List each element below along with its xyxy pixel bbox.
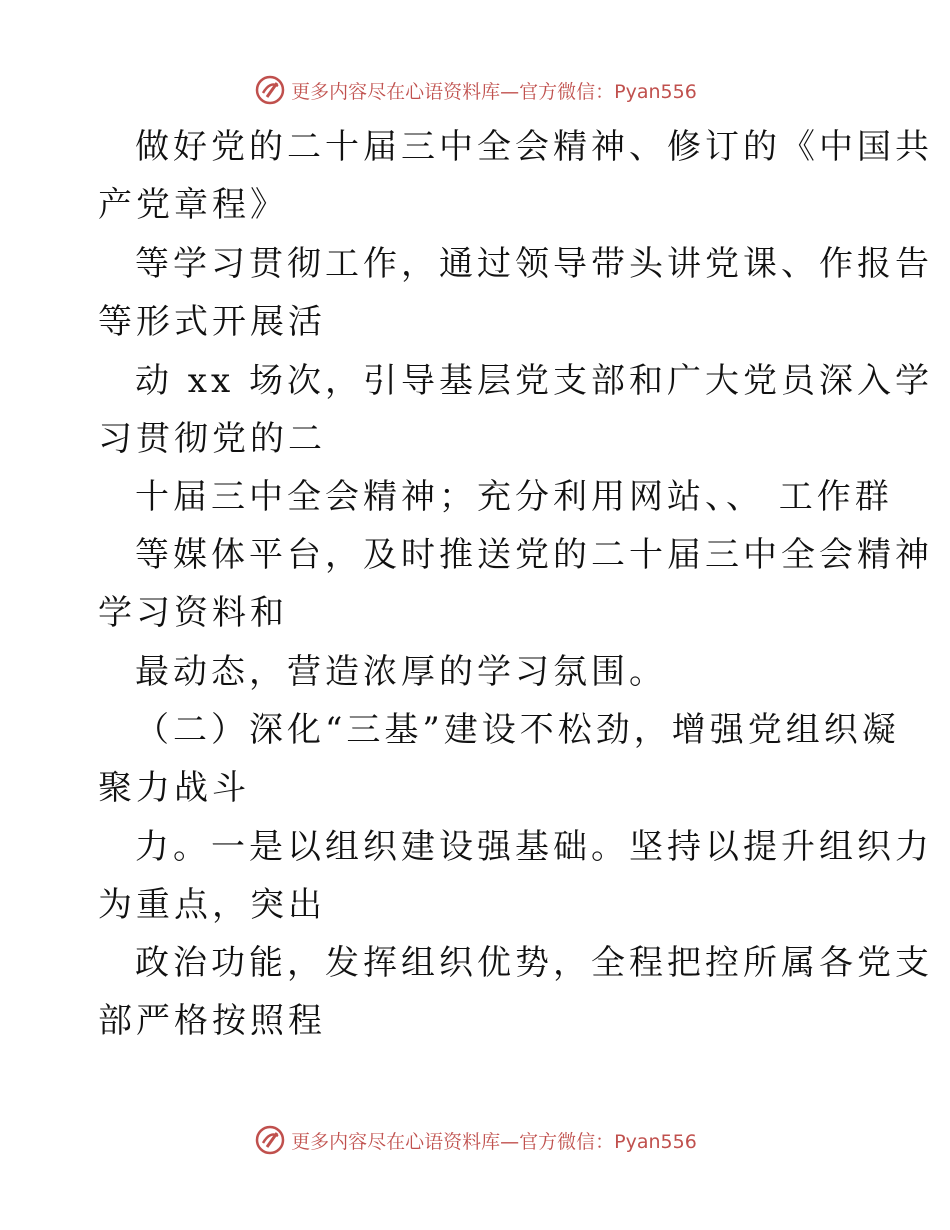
watermark-text: 更多内容尽在心语资料库—官方微信：Pyan556 xyxy=(291,80,697,103)
text-line: 习贯彻党的二 xyxy=(98,419,326,459)
text-line: 部严格按照程 xyxy=(98,1001,326,1041)
footer-watermark xyxy=(0,1120,950,1160)
text-line: 最动态，营造浓厚的学习氛围。 xyxy=(135,652,667,692)
text-line: 力。一是以组织建设强基础。坚持以提升组织力 xyxy=(135,827,933,867)
text-line: 等媒体平台，及时推送党的二十届三中全会精神 xyxy=(135,535,933,575)
text-line: 做好党的二十届三中全会精神、修订的《中国共 xyxy=(135,127,933,167)
watermark-text: 更多内容尽在心语资料库—官方微信：Pyan556 xyxy=(291,1130,697,1153)
text-line: 动 xx 场次，引导基层党支部和广大党员深入学 xyxy=(135,361,933,401)
header-watermark xyxy=(0,70,950,110)
logo-icon xyxy=(253,1123,287,1157)
text-line: 等学习贯彻工作，通过领导带头讲党课、作报告 xyxy=(135,244,933,284)
text-line: 聚力战斗 xyxy=(98,768,250,808)
text-line: 为重点，突出 xyxy=(98,885,326,925)
text-line: 产党章程》 xyxy=(98,185,288,225)
text-line: 政治功能，发挥组织优势，全程把控所属各党支 xyxy=(135,943,933,983)
text-line: 学习资料和 xyxy=(98,593,288,633)
text-line: 十届三中全会精神；充分利用网站、、 工作群 xyxy=(135,477,893,517)
text-line: （二）深化“三基”建设不松劲，增强党组织凝 xyxy=(135,710,900,750)
text-line: 等形式开展活 xyxy=(98,302,326,342)
logo-icon xyxy=(253,73,287,107)
